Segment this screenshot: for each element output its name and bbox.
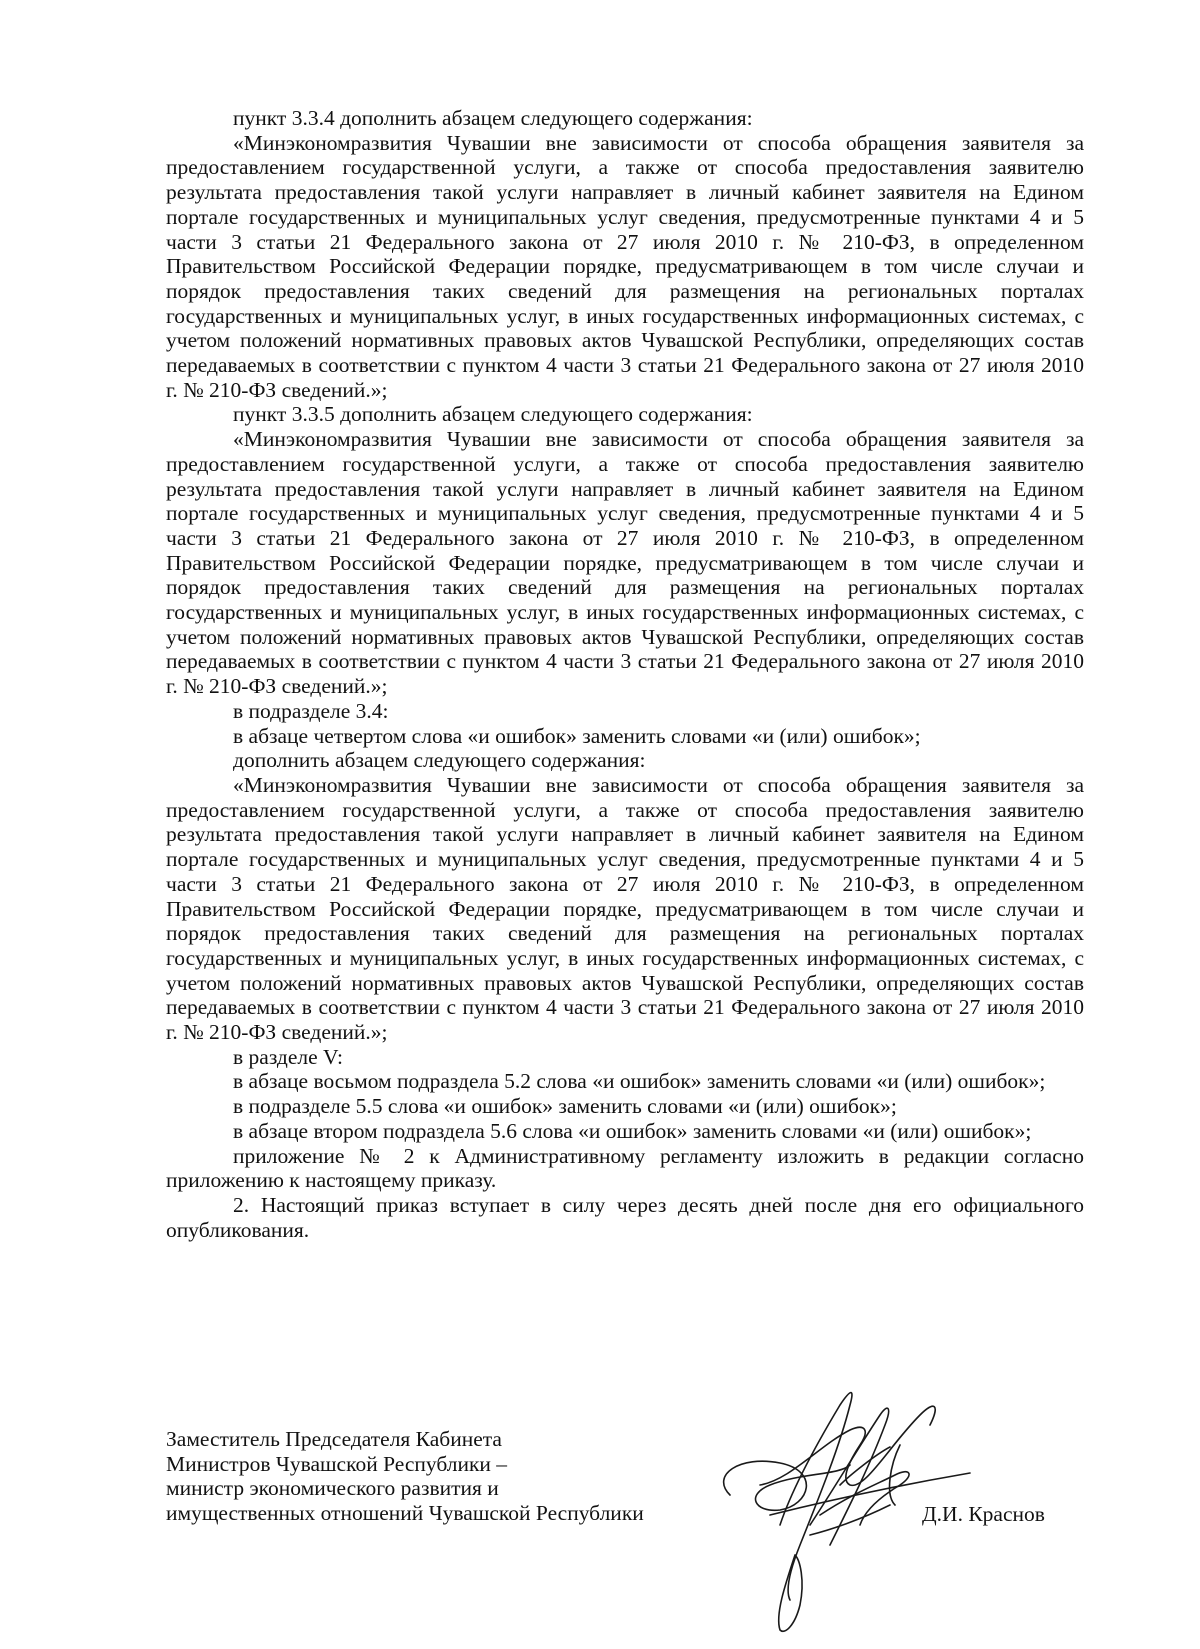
paragraph: в абзаце восьмом подраздела 5.2 слова «и ошибок» заменить словами «и (или) ошибок»;: [233, 1069, 1046, 1094]
paragraph: в разделе V:: [233, 1044, 343, 1069]
paragraph: 2. Настоящий приказ вступает в силу через десять дней после дня его официального опубликования.: [166, 1192, 1084, 1242]
paragraph: пункт 3.3.5 дополнить абзацем следующего содержания:: [233, 402, 753, 427]
signatory-title-line: министр экономического развития и: [166, 1476, 499, 1501]
paragraph: «Минэкономразвития Чувашии вне зависимости от способа обращения заявителя за предоставлением государственной услуги, а также от способа предоставления заявителю результата предоставления такой услуги направляет в личный кабинет заявителя на Едином портале государственных и муниципальных услуг сведения, предусмотренные пунктами 4 и 5 части 3 статьи 21 Федерального закона от 27 июля 2010 г. № 210-ФЗ, в определенном Правительством Российской Федерации порядке, предусматривающем в том числе случаи и порядок предоставления таких сведений для размещения на региональных порталах государственных и муниципальных услуг, в иных государственных информационных системах, с учетом положений нормативных правовых актов Чувашской Республики, определяющих состав передаваемых в соответствии с пунктом 4 части 3 статьи 21 Федерального закона от 27 июля 2010 г. № 210-ФЗ сведений.»;: [166, 427, 1084, 699]
paragraph: приложение № 2 к Административному регламенту изложить в редакции согласно приложению к настоящему приказу.: [166, 1143, 1084, 1193]
signatory-title-line: имущественных отношений Чувашской Республики: [166, 1501, 644, 1526]
signatory-title-line: Министров Чувашской Республики –: [166, 1451, 508, 1476]
paragraph: в абзаце втором подраздела 5.6 слова «и ошибок» заменить словами «и (или) ошибок»;: [233, 1118, 1032, 1143]
paragraph: в подразделе 5.5 слова «и ошибок» заменить словами «и (или) ошибок»;: [233, 1094, 897, 1119]
paragraph: «Минэкономразвития Чувашии вне зависимости от способа обращения заявителя за предоставлением государственной услуги, а также от способа предоставления заявителю результата предоставления такой услуги направляет в личный кабинет заявителя на Едином портале государственных и муниципальных услуг сведения, предусмотренные пунктами 4 и 5 части 3 статьи 21 Федерального закона от 27 июля 2010 г. № 210-ФЗ, в определенном Правительством Российской Федерации порядке, предусматривающем в том числе случаи и порядок предоставления таких сведений для размещения на региональных порталах государственных и муниципальных услуг, в иных государственных информационных системах, с учетом положений нормативных правовых актов Чувашской Республики, определяющих состав передаваемых в соответствии с пунктом 4 части 3 статьи 21 Федерального закона от 27 июля 2010 г. № 210-ФЗ сведений.»;: [166, 772, 1084, 1045]
paragraph: дополнить абзацем следующего содержания:: [233, 748, 646, 773]
paragraph: пункт 3.3.4 дополнить абзацем следующего содержания:: [233, 106, 753, 130]
signatory-title: [166, 1427, 644, 1526]
document-body: [166, 106, 1084, 1242]
paragraph: в подразделе 3.4:: [233, 698, 389, 723]
paragraph: в абзаце четвертом слова «и ошибок» заменить словами «и (или) ошибок»;: [233, 723, 921, 748]
paragraph: «Минэкономразвития Чувашии вне зависимости от способа обращения заявителя за предоставлением государственной услуги, а также от способа предоставления заявителю результата предоставления такой услуги направляет в личный кабинет заявителя на Едином портале государственных и муниципальных услуг сведения, предусмотренные пунктами 4 и 5 части 3 статьи 21 Федерального закона от 27 июля 2010 г. № 210-ФЗ, в определенном Правительством Российской Федерации порядке, предусматривающем в том числе случаи и порядок предоставления таких сведений для размещения на региональных порталах государственных и муниципальных услуг, в иных государственных информационных системах, с учетом положений нормативных правовых актов Чувашской Республики, определяющих состав передаваемых в соответствии с пунктом 4 части 3 статьи 21 Федерального закона от 27 июля 2010 г. № 210-ФЗ сведений.»;: [166, 130, 1084, 402]
signatory-name: Д.И. Краснов: [922, 1502, 1045, 1526]
signatory-title-line: Заместитель Председателя Кабинета: [166, 1427, 502, 1451]
